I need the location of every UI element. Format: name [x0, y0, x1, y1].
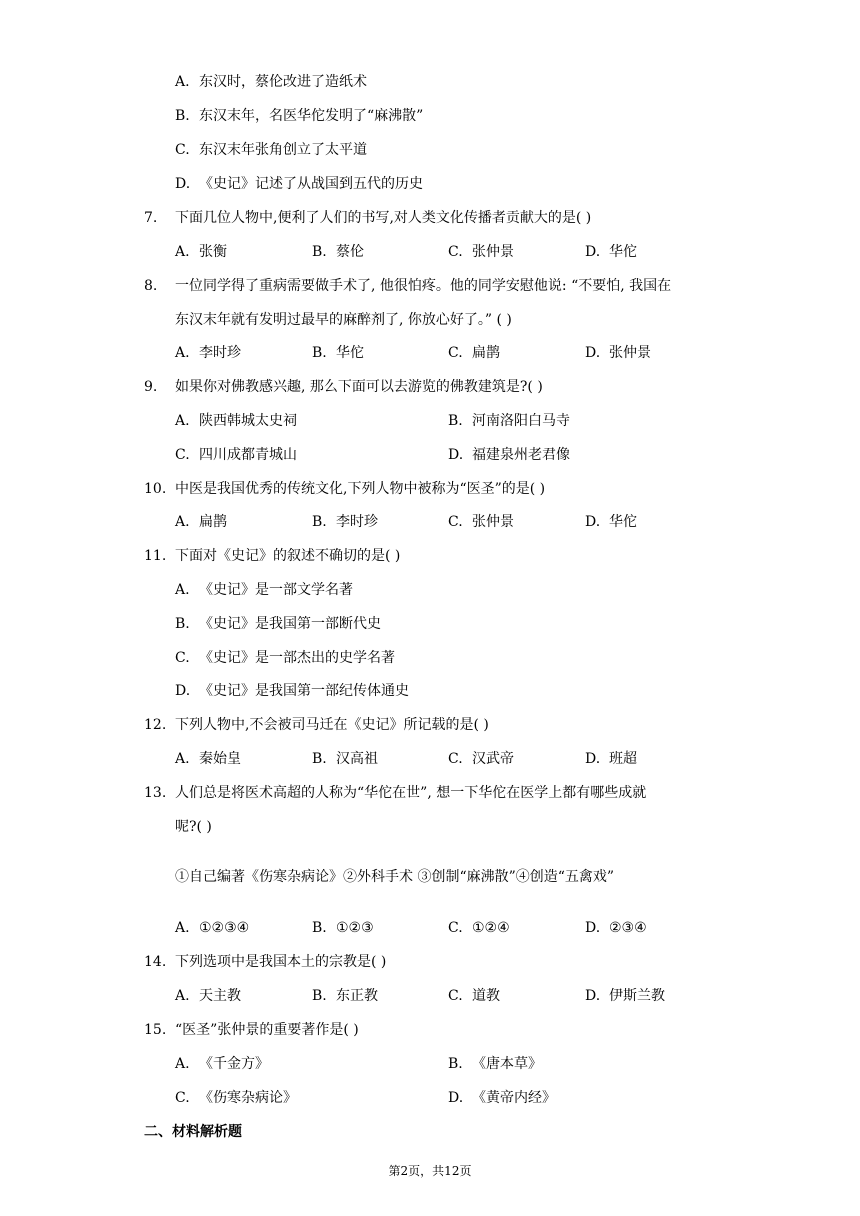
q9-option-a: A. 陕西韩城太史祠: [175, 413, 297, 429]
q12-option-d: D. 班超: [585, 751, 637, 767]
q6-option-b: B. 东汉末年，名医华佗发明了“麻沸散”: [175, 108, 424, 124]
q14-option-a: A. 天主教: [175, 988, 241, 1004]
q11-option-d: D. 《史记》是我国第一部纪传体通史: [175, 683, 409, 699]
q7-option-b: B. 蔡伦: [312, 244, 364, 260]
q8-text-line1: 一位同学得了重病需要做手术了, 他很怕疼。他的同学安慰他说: “不要怕, 我国在: [175, 278, 672, 294]
q10-option-d: D. 华佗: [585, 514, 637, 530]
q10-number: 10.: [144, 481, 167, 497]
q9-text: 如果你对佛教感兴趣, 那么下面可以去游览的佛教建筑是?( ): [175, 379, 543, 395]
q15-option-c: C. 《伤寒杂病论》: [175, 1090, 297, 1106]
q6-option-c: C. 东汉末年张角创立了太平道: [175, 142, 367, 158]
q14-text: 下列选项中是我国本土的宗教是( ): [175, 954, 387, 970]
q15-text: “医圣”张仲景的重要著作是( ): [175, 1022, 359, 1038]
q13-text-line1: 人们总是将医术高超的人称为“华佗在世”, 想一下华佗在医学上都有哪些成就: [175, 785, 647, 801]
q13-statement-items: ①自己编著《伤寒杂病论》②外科手术 ③创制“麻沸散”④创造“五禽戏”: [175, 869, 615, 885]
q8-number: 8.: [144, 278, 158, 294]
q10-option-b: B. 李时珍: [312, 514, 378, 530]
section-heading: 二、材料解析题: [144, 1124, 242, 1140]
q12-text: 下列人物中,不会被司马迁在《史记》所记载的是( ): [175, 717, 489, 733]
q8-text-line2: 东汉末年就有发明过最早的麻醉剂了, 你放心好了。” ( ): [175, 312, 512, 328]
q11-text: 下面对《史记》的叙述不确切的是( ): [175, 548, 401, 564]
q14-option-c: C. 道教: [448, 988, 500, 1004]
q10-text: 中医是我国优秀的传统文化,下列人物中被称为“医圣”的是( ): [175, 481, 546, 497]
q15-option-d: D. 《黄帝内经》: [448, 1090, 556, 1106]
q12-number: 12.: [144, 717, 167, 733]
q11-option-a: A. 《史记》是一部文学名著: [175, 582, 353, 598]
q14-option-d: D. 伊斯兰教: [585, 988, 665, 1004]
q9-option-b: B. 河南洛阳白马寺: [448, 413, 570, 429]
q13-number: 13.: [144, 785, 167, 801]
q14-option-b: B. 东正教: [312, 988, 378, 1004]
q15-option-a: A. 《千金方》: [175, 1056, 269, 1072]
q9-number: 9.: [144, 379, 158, 395]
q8-option-d: D. 张仲景: [585, 345, 651, 361]
q8-option-c: C. 扁鹊: [448, 345, 500, 361]
q7-option-d: D. 华佗: [585, 244, 637, 260]
page-footer: 第2页，共12页: [388, 1164, 472, 1178]
q12-option-b: B. 汉高祖: [312, 751, 378, 767]
q13-option-b: B. ①②③: [312, 920, 374, 936]
q6-option-a: A. 东汉时，蔡伦改进了造纸术: [175, 74, 367, 90]
q6-option-d: D. 《史记》记述了从战国到五代的历史: [175, 176, 423, 192]
q7-text: 下面几位人物中,便利了人们的书写,对人类文化传播者贡献大的是( ): [175, 210, 592, 226]
q8-option-b: B. 华佗: [312, 345, 364, 361]
q10-option-a: A. 扁鹊: [175, 514, 227, 530]
q8-option-a: A. 李时珍: [175, 345, 241, 361]
q12-option-c: C. 汉武帝: [448, 751, 514, 767]
q13-text-line2: 呢?( ): [175, 819, 212, 835]
q13-option-a: A. ①②③④: [175, 920, 250, 936]
q11-option-b: B. 《史记》是我国第一部断代史: [175, 616, 381, 632]
q13-option-d: D. ②③④: [585, 920, 647, 936]
q10-option-c: C. 张仲景: [448, 514, 514, 530]
q13-option-c: C. ①②④: [448, 920, 510, 936]
q15-number: 15.: [144, 1022, 167, 1038]
q9-option-d: D. 福建泉州老君像: [448, 447, 570, 463]
q15-option-b: B. 《唐本草》: [448, 1056, 542, 1072]
q7-number: 7.: [144, 210, 158, 226]
q9-option-c: C. 四川成都青城山: [175, 447, 297, 463]
q7-option-c: C. 张仲景: [448, 244, 514, 260]
q12-option-a: A. 秦始皇: [175, 751, 241, 767]
q11-option-c: C. 《史记》是一部杰出的史学名著: [175, 650, 395, 666]
q11-number: 11.: [144, 548, 167, 564]
q7-option-a: A. 张衡: [175, 244, 227, 260]
q14-number: 14.: [144, 954, 167, 970]
